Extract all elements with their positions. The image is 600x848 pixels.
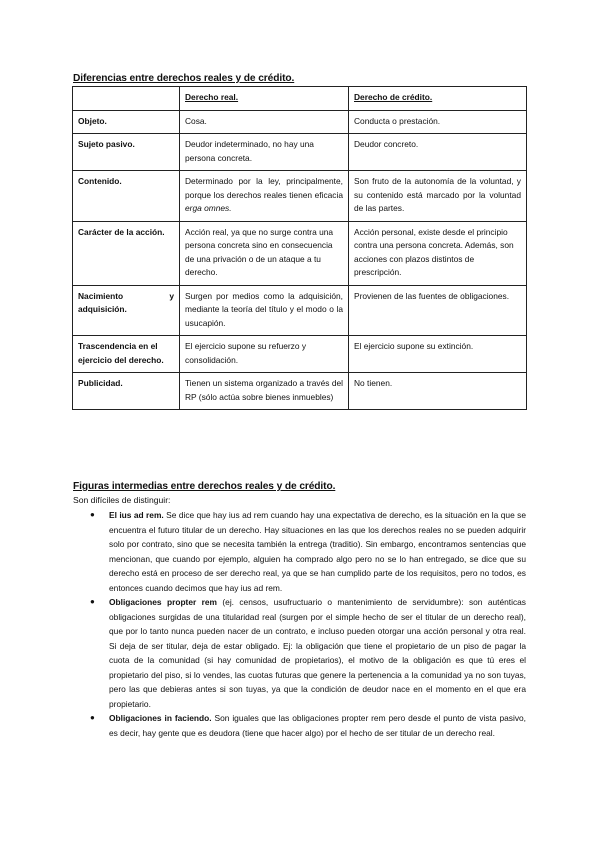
row-label: Publicidad. — [73, 373, 180, 410]
cell-real-italic: erga omnes. — [185, 203, 232, 213]
table-header-row — [73, 87, 527, 111]
list-item — [73, 595, 526, 711]
item-text: (ej. censos, usufructuario o mantenimiento de servidumbre): son auténticas obligaciones surgidas de una titularidad real (surgen por el simple hecho de ser el titular de un derecho real), que por lo tanto nunca pueden nacer de un contrato, e incluso pueden otorgar una acción personal y otra real. Si deja de ser titular, deja de estar obligado. Ej: la obligación que tiene el propietario de un piso de pagar la cuota de la comunidad (si hay comunidad de propietarios), el motivo de la obligación es que tú eres el propietario del piso, si lo vendes, las cuotas futuras que genere la pertenencia a la comunidad ya no son tuyas, pero las que debieras antes si son tuyas, ya que la condición de deudor nace en el momento en el que era propietario. — [109, 597, 526, 709]
table-row — [73, 373, 527, 410]
row-label: Carácter de la acción. — [73, 221, 180, 285]
row-label: Objeto. — [73, 110, 180, 134]
cell-credito: Conducta o prestación. — [349, 110, 527, 134]
intro-text: Son difíciles de distinguir: — [73, 495, 171, 505]
table-row — [73, 336, 527, 373]
cell-credito: Acción personal, existe desde el principio contra una persona concreta. Además, son acciones con plazos distintos de prescripción. — [349, 221, 527, 285]
cell-real: El ejercicio supone su refuerzo y consolidación. — [180, 336, 349, 373]
bullet-icon: ● — [90, 510, 95, 519]
row-label: Sujeto pasivo. — [73, 134, 180, 171]
figures-list — [73, 508, 526, 740]
cell-real-text: Determinado por la ley, principalmente, porque los derechos reales tienen eficacia — [185, 176, 343, 200]
comparison-table — [72, 86, 527, 410]
cell-credito: Deudor concreto. — [349, 134, 527, 171]
item-term: El ius ad rem. — [109, 510, 164, 520]
cell-real: Acción real, ya que no surge contra una persona concreta sino en consecuencia de una privación o de un ataque a tu derecho. — [180, 221, 349, 285]
cell-credito: Son fruto de la autonomía de la voluntad, y su contenido está marcado por la voluntad de las partes. — [349, 171, 527, 222]
item-term: Obligaciones in faciendo. — [109, 713, 212, 723]
bullet-icon: ● — [90, 713, 95, 722]
item-text: Son iguales que las obligaciones propter rem pero desde el punto de vista pasivo, es decir, hay gente que es deudora (tiene que hacer algo) por el hecho de ser titular de un derecho real. — [109, 713, 526, 738]
list-item — [73, 711, 526, 740]
bullet-icon: ● — [90, 597, 95, 606]
cell-real: Tienen un sistema organizado a través del RP (sólo actúa sobre bienes inmuebles) — [180, 373, 349, 410]
row-label: Trascendencia en el ejercicio del derecho. — [73, 336, 180, 373]
header-cell-derecho-real: Derecho real. — [180, 87, 349, 111]
table-row — [73, 134, 527, 171]
section-title-differences: Diferencias entre derechos reales y de crédito. — [73, 73, 295, 84]
header-cell-derecho-credito: Derecho de crédito. — [349, 87, 527, 111]
cell-real: Deudor indeterminado, no hay una persona concreta. — [180, 134, 349, 171]
row-label: Contenido. — [73, 171, 180, 222]
list-item — [73, 508, 526, 595]
item-text: Se dice que hay ius ad rem cuando hay una expectativa de derecho, es la situación en la que se encuentra el futuro titular de un derecho. Hay situaciones en las que los derechos reales no se pueden adquirir solo por contrato, sino que se necesita también la entrega (traditio). Sin embargo, encontramos sentencias que mencionan, que cuando por ejemplo, alguien ha comprado algo pero no se lo han entregado, se dice que su derecho está en proceso de ser derecho real, ya que se han cumplido parte de los requisitos, pero no todos, es entonces cuando decimos que hay ius ad rem. — [109, 510, 526, 593]
table-row — [73, 221, 527, 285]
cell-credito: Provienen de las fuentes de obligaciones. — [349, 285, 527, 336]
row-label: Nacimiento y adquisición. — [73, 285, 180, 336]
header-cell-empty — [73, 87, 180, 111]
cell-real — [180, 171, 349, 222]
section-title-intermediate: Figuras intermedias entre derechos reales y de crédito. — [73, 481, 336, 492]
table-row — [73, 110, 527, 134]
table-row — [73, 171, 527, 222]
table-row — [73, 285, 527, 336]
item-term: Obligaciones propter rem — [109, 597, 217, 607]
cell-credito: El ejercicio supone su extinción. — [349, 336, 527, 373]
cell-real: Cosa. — [180, 110, 349, 134]
cell-credito: No tienen. — [349, 373, 527, 410]
cell-real: Surgen por medios como la adquisición, mediante la teoría del título y el modo o la usucapión. — [180, 285, 349, 336]
